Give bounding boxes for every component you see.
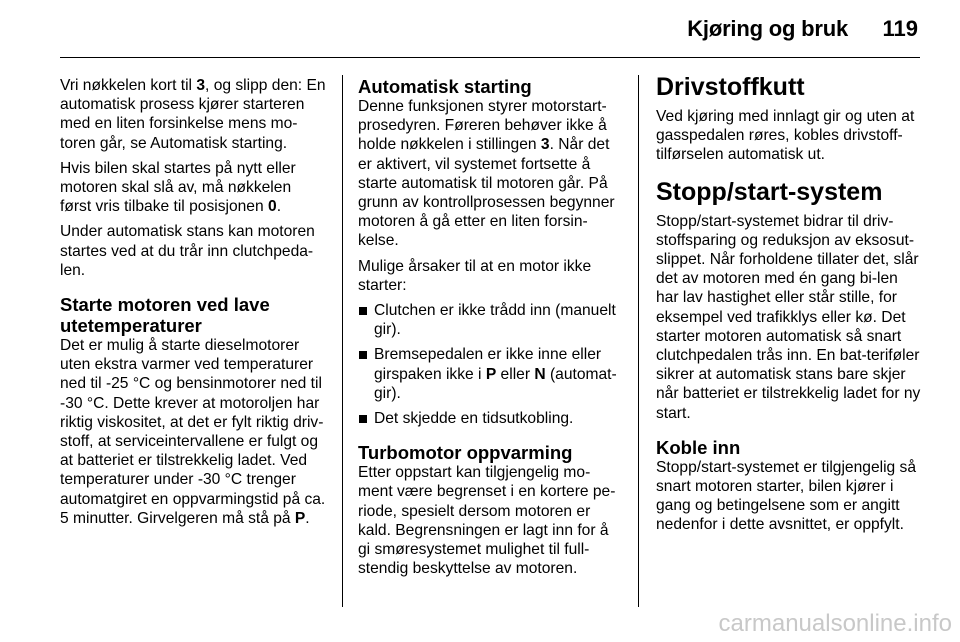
- column-3: [656, 73, 922, 541]
- list-item: Bremsepedalen er ikke inne eller girspaken ikke i P eller N (automat-gir).: [358, 345, 624, 403]
- cause-list: [358, 301, 624, 428]
- paragraph: Stopp/start-systemet bidrar til driv-stoffsparing og reduksjon av eksosut-slippet. Når forholdene tillater det, slår det av motoren med én gang bi-len har lav hastighet eller står stille, for eksempel ved trafikklys eller kø. Det starter motoren automatisk så snart clutchpedalen trås inn. En bat-teriføler sikrer at automatisk stans bare skjer når batteriet er tilstrekkelig ladet for ny start.: [656, 212, 921, 422]
- section-heading: Turbomotor oppvarming: [358, 442, 573, 464]
- column-2: [358, 76, 624, 584]
- column-divider-2: [638, 75, 639, 607]
- chapter-title: Kjøring og bruk: [687, 16, 848, 41]
- watermark: carmanualsonline.info: [718, 610, 952, 637]
- paragraph: Denne funksjonen styrer motorstart-prosedyren. Føreren behøver ikke å holde nøkkelen i stillingen 3. Når det er aktivert, vil systemet fortsette å starte automatisk til motoren går. På grunn av kontrollprosessen begynner motoren å gå etter en liten forsin-kelse.: [358, 98, 615, 250]
- list-item: Det skjedde en tidsutkobling.: [358, 409, 624, 428]
- paragraph: Mulige årsaker til at en motor ikke starter:: [358, 257, 592, 294]
- paragraph: Hvis bilen skal startes på nytt eller motoren skal slå av, må nøkkelen først vris tilbake til posisjonen 0.: [60, 159, 296, 216]
- column-1: [60, 76, 326, 534]
- paragraph: Vri nøkkelen kort til 3, og slipp den: En automatisk prosess kjører starteren med en liten forsinkelse mens mo-toren går, se Automatisk starting.: [60, 77, 326, 152]
- paragraph: Ved kjøring med innlagt gir og uten at gasspedalen røres, kobles drivstoff-tilførselen automatisk ut.: [656, 108, 915, 164]
- page-header: [0, 0, 960, 56]
- paragraph: Etter oppstart kan tilgjengelig mo-ment være begrenset i en kortere pe-riode, spesielt dersom motoren er kald. Begrensningen er lagt inn for å gi smøresystemet mulighet til full-stendig beskyttelse av motoren.: [358, 464, 616, 578]
- list-item: Clutchen er ikke trådd inn (manuelt gir).: [358, 301, 624, 339]
- section-heading: Koble inn: [656, 436, 741, 458]
- paragraph: Under automatisk stans kan motoren startes ved at du trår inn clutchpeda-len.: [60, 223, 315, 279]
- paragraph: Det er mulig å starte dieselmotorer uten ekstra varmer ved temperaturer ned til -25 °C og bensinmotorer ned til -30 °C. Dette krever at motoroljen har riktig viskositet, at det er fylt riktig driv-stoff, at serviceintervallene er fulgt og at batteriet er tilstrekkelig ladet. Ved temperaturer under -30 °C trenger automatgiret en oppvarmingstid på ca. 5 minutter. Girvelgeren må stå på P.: [60, 337, 326, 527]
- paragraph: Stopp/start-systemet er tilgjengelig så snart motoren starter, bilen kjører i gang og betingelsene som er angitt nedenfor i dette avsnittet, er oppfylt.: [656, 458, 917, 534]
- column-divider-1: [342, 75, 343, 607]
- header-rule: [60, 57, 920, 58]
- section-heading: Automatisk starting: [358, 76, 532, 97]
- page-number: 119: [882, 16, 918, 41]
- section-heading: Stopp/start-system: [656, 177, 883, 206]
- section-heading: Starte motoren ved lave utetemperaturer: [60, 294, 270, 337]
- section-heading: Drivstoffkutt: [656, 73, 805, 101]
